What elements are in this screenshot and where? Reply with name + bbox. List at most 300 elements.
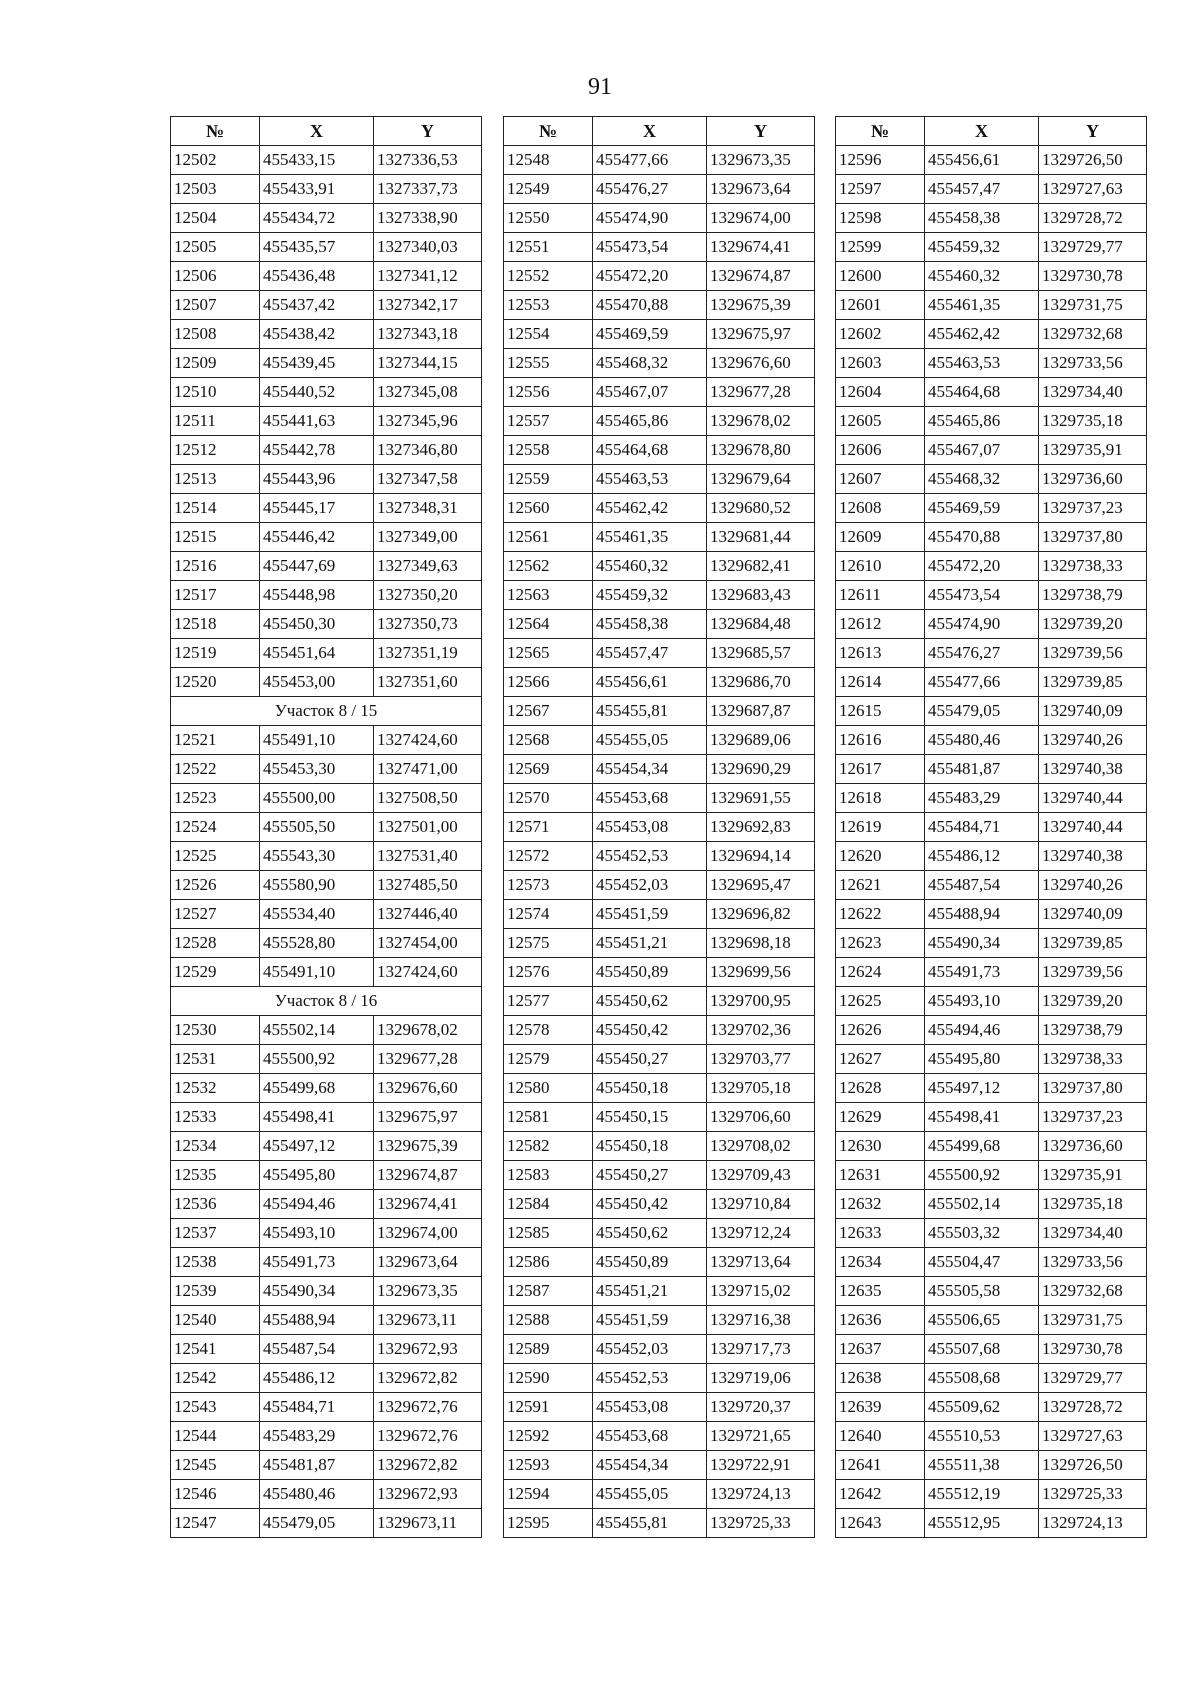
y-coordinate-cell: 1329709,43 [707, 1161, 815, 1190]
x-coordinate-cell: 455506,65 [925, 1306, 1039, 1335]
y-coordinate-cell: 1329683,43 [707, 581, 815, 610]
coordinate-table-2 [503, 116, 815, 1538]
point-number-cell: 12533 [171, 1103, 260, 1132]
table-row [504, 784, 815, 813]
x-coordinate-cell: 455462,42 [593, 494, 707, 523]
table-row [504, 842, 815, 871]
table-row [836, 987, 1147, 1016]
point-number-cell: 12562 [504, 552, 593, 581]
y-coordinate-cell: 1327531,40 [374, 842, 482, 871]
point-number-cell: 12507 [171, 291, 260, 320]
y-coordinate-cell: 1329678,02 [374, 1016, 482, 1045]
table-row [836, 436, 1147, 465]
y-coordinate-cell: 1327349,00 [374, 523, 482, 552]
y-coordinate-cell: 1329681,44 [707, 523, 815, 552]
y-coordinate-cell: 1329736,60 [1039, 465, 1147, 494]
x-coordinate-cell: 455500,92 [925, 1161, 1039, 1190]
point-number-cell: 12502 [171, 146, 260, 175]
table-row [171, 668, 482, 697]
table-row [504, 1364, 815, 1393]
x-coordinate-cell: 455439,45 [260, 349, 374, 378]
x-coordinate-cell: 455467,07 [925, 436, 1039, 465]
point-number-cell: 12515 [171, 523, 260, 552]
point-number-cell: 12557 [504, 407, 593, 436]
y-coordinate-cell: 1329677,28 [707, 378, 815, 407]
point-number-cell: 12613 [836, 639, 925, 668]
table-row [504, 1509, 815, 1538]
x-coordinate-cell: 455455,05 [593, 1480, 707, 1509]
table-row [836, 1248, 1147, 1277]
point-number-cell: 12526 [171, 871, 260, 900]
point-number-cell: 12524 [171, 813, 260, 842]
point-number-cell: 12643 [836, 1509, 925, 1538]
x-coordinate-cell: 455460,32 [925, 262, 1039, 291]
table-row [504, 407, 815, 436]
y-coordinate-cell: 1329728,72 [1039, 204, 1147, 233]
table-row [836, 1074, 1147, 1103]
x-coordinate-cell: 455484,71 [925, 813, 1039, 842]
point-number-cell: 12599 [836, 233, 925, 262]
table-row [171, 262, 482, 291]
point-number-cell: 12626 [836, 1016, 925, 1045]
x-coordinate-cell: 455463,53 [925, 349, 1039, 378]
x-coordinate-cell: 455455,05 [593, 726, 707, 755]
x-coordinate-cell: 455488,94 [260, 1306, 374, 1335]
point-number-cell: 12636 [836, 1306, 925, 1335]
table-row [504, 1132, 815, 1161]
x-coordinate-cell: 455479,05 [260, 1509, 374, 1538]
header-x: X [593, 117, 707, 146]
point-number-cell: 12584 [504, 1190, 593, 1219]
y-coordinate-cell: 1329725,33 [1039, 1480, 1147, 1509]
point-number-cell: 12622 [836, 900, 925, 929]
y-coordinate-cell: 1329675,97 [707, 320, 815, 349]
section-title: Участок 8 / 15 [171, 697, 482, 726]
table-row [504, 233, 815, 262]
point-number-cell: 12537 [171, 1219, 260, 1248]
x-coordinate-cell: 455453,68 [593, 784, 707, 813]
x-coordinate-cell: 455512,95 [925, 1509, 1039, 1538]
header-number: № [836, 117, 925, 146]
point-number-cell: 12560 [504, 494, 593, 523]
y-coordinate-cell: 1329731,75 [1039, 1306, 1147, 1335]
table-row [171, 639, 482, 668]
table-row [836, 958, 1147, 987]
point-number-cell: 12545 [171, 1451, 260, 1480]
y-coordinate-cell: 1327345,96 [374, 407, 482, 436]
point-number-cell: 12566 [504, 668, 593, 697]
section-row [171, 697, 482, 726]
point-number-cell: 12575 [504, 929, 593, 958]
x-coordinate-cell: 455508,68 [925, 1364, 1039, 1393]
y-coordinate-cell: 1329739,85 [1039, 668, 1147, 697]
point-number-cell: 12624 [836, 958, 925, 987]
table-row [836, 349, 1147, 378]
table-row [171, 1422, 482, 1451]
x-coordinate-cell: 455488,94 [925, 900, 1039, 929]
x-coordinate-cell: 455450,18 [593, 1074, 707, 1103]
x-coordinate-cell: 455493,10 [925, 987, 1039, 1016]
point-number-cell: 12532 [171, 1074, 260, 1103]
y-coordinate-cell: 1329673,35 [374, 1277, 482, 1306]
x-coordinate-cell: 455460,32 [593, 552, 707, 581]
table-row [171, 465, 482, 494]
table-row [171, 958, 482, 987]
x-coordinate-cell: 455495,80 [260, 1161, 374, 1190]
x-coordinate-cell: 455474,90 [925, 610, 1039, 639]
point-number-cell: 12600 [836, 262, 925, 291]
table-row [171, 813, 482, 842]
table-row [836, 1451, 1147, 1480]
point-number-cell: 12630 [836, 1132, 925, 1161]
x-coordinate-cell: 455456,61 [925, 146, 1039, 175]
x-coordinate-cell: 455453,08 [593, 813, 707, 842]
point-number-cell: 12620 [836, 842, 925, 871]
x-coordinate-cell: 455487,54 [925, 871, 1039, 900]
table-row [504, 494, 815, 523]
x-coordinate-cell: 455465,86 [593, 407, 707, 436]
x-coordinate-cell: 455453,00 [260, 668, 374, 697]
y-coordinate-cell: 1329673,11 [374, 1509, 482, 1538]
x-coordinate-cell: 455477,66 [593, 146, 707, 175]
header-x: X [260, 117, 374, 146]
point-number-cell: 12531 [171, 1045, 260, 1074]
x-coordinate-cell: 455450,42 [593, 1190, 707, 1219]
x-coordinate-cell: 455504,47 [925, 1248, 1039, 1277]
point-number-cell: 12577 [504, 987, 593, 1016]
point-number-cell: 12538 [171, 1248, 260, 1277]
y-coordinate-cell: 1329730,78 [1039, 262, 1147, 291]
table-row [504, 175, 815, 204]
table-row [171, 204, 482, 233]
x-coordinate-cell: 455453,68 [593, 1422, 707, 1451]
x-coordinate-cell: 455437,42 [260, 291, 374, 320]
table-row [836, 639, 1147, 668]
x-coordinate-cell: 455450,27 [593, 1161, 707, 1190]
x-coordinate-cell: 455490,34 [260, 1277, 374, 1306]
point-number-cell: 12605 [836, 407, 925, 436]
point-number-cell: 12529 [171, 958, 260, 987]
x-coordinate-cell: 455442,78 [260, 436, 374, 465]
point-number-cell: 12615 [836, 697, 925, 726]
y-coordinate-cell: 1327336,53 [374, 146, 482, 175]
table-row [504, 262, 815, 291]
point-number-cell: 12628 [836, 1074, 925, 1103]
point-number-cell: 12627 [836, 1045, 925, 1074]
x-coordinate-cell: 455459,32 [593, 581, 707, 610]
y-coordinate-cell: 1329721,65 [707, 1422, 815, 1451]
y-coordinate-cell: 1329727,63 [1039, 175, 1147, 204]
x-coordinate-cell: 455476,27 [593, 175, 707, 204]
x-coordinate-cell: 455511,38 [925, 1451, 1039, 1480]
point-number-cell: 12565 [504, 639, 593, 668]
point-number-cell: 12511 [171, 407, 260, 436]
table-row [171, 900, 482, 929]
point-number-cell: 12517 [171, 581, 260, 610]
table-row [836, 407, 1147, 436]
y-coordinate-cell: 1329674,41 [707, 233, 815, 262]
x-coordinate-cell: 455451,21 [593, 1277, 707, 1306]
table-row [504, 1074, 815, 1103]
x-coordinate-cell: 455510,53 [925, 1422, 1039, 1451]
y-coordinate-cell: 1327342,17 [374, 291, 482, 320]
y-coordinate-cell: 1329690,29 [707, 755, 815, 784]
x-coordinate-cell: 455486,12 [925, 842, 1039, 871]
y-coordinate-cell: 1329733,56 [1039, 349, 1147, 378]
y-coordinate-cell: 1329740,26 [1039, 726, 1147, 755]
x-coordinate-cell: 455450,62 [593, 1219, 707, 1248]
point-number-cell: 12571 [504, 813, 593, 842]
point-number-cell: 12579 [504, 1045, 593, 1074]
point-number-cell: 12550 [504, 204, 593, 233]
point-number-cell: 12641 [836, 1451, 925, 1480]
table-row [504, 610, 815, 639]
table-row [836, 1045, 1147, 1074]
x-coordinate-cell: 455543,30 [260, 842, 374, 871]
y-coordinate-cell: 1329696,82 [707, 900, 815, 929]
y-coordinate-cell: 1329740,44 [1039, 813, 1147, 842]
x-coordinate-cell: 455455,81 [593, 697, 707, 726]
x-coordinate-cell: 455457,47 [593, 639, 707, 668]
point-number-cell: 12542 [171, 1364, 260, 1393]
x-coordinate-cell: 455435,57 [260, 233, 374, 262]
table-row [836, 1161, 1147, 1190]
table-row [836, 291, 1147, 320]
x-coordinate-cell: 455452,03 [593, 1335, 707, 1364]
table-row [836, 668, 1147, 697]
point-number-cell: 12556 [504, 378, 593, 407]
point-number-cell: 12588 [504, 1306, 593, 1335]
x-coordinate-cell: 455469,59 [593, 320, 707, 349]
x-coordinate-cell: 455451,64 [260, 639, 374, 668]
point-number-cell: 12640 [836, 1422, 925, 1451]
table-row [171, 929, 482, 958]
y-coordinate-cell: 1329740,09 [1039, 900, 1147, 929]
y-coordinate-cell: 1329713,64 [707, 1248, 815, 1277]
table-row [504, 1277, 815, 1306]
point-number-cell: 12595 [504, 1509, 593, 1538]
x-coordinate-cell: 455461,35 [925, 291, 1039, 320]
table-row [836, 726, 1147, 755]
y-coordinate-cell: 1327340,03 [374, 233, 482, 262]
table-row [171, 726, 482, 755]
x-coordinate-cell: 455507,68 [925, 1335, 1039, 1364]
point-number-cell: 12547 [171, 1509, 260, 1538]
point-number-cell: 12552 [504, 262, 593, 291]
table-row [836, 1016, 1147, 1045]
y-coordinate-cell: 1329737,80 [1039, 1074, 1147, 1103]
x-coordinate-cell: 455470,88 [593, 291, 707, 320]
y-coordinate-cell: 1329730,78 [1039, 1335, 1147, 1364]
x-coordinate-cell: 455461,35 [593, 523, 707, 552]
x-coordinate-cell: 455451,59 [593, 900, 707, 929]
y-coordinate-cell: 1329716,38 [707, 1306, 815, 1335]
y-coordinate-cell: 1327349,63 [374, 552, 482, 581]
y-coordinate-cell: 1329675,39 [374, 1132, 482, 1161]
x-coordinate-cell: 455473,54 [593, 233, 707, 262]
y-coordinate-cell: 1329737,23 [1039, 494, 1147, 523]
y-coordinate-cell: 1327446,40 [374, 900, 482, 929]
y-coordinate-cell: 1329687,87 [707, 697, 815, 726]
y-coordinate-cell: 1329731,75 [1039, 291, 1147, 320]
table-row [836, 1306, 1147, 1335]
table-row [171, 610, 482, 639]
table-row [171, 1074, 482, 1103]
point-number-cell: 12555 [504, 349, 593, 378]
x-coordinate-cell: 455470,88 [925, 523, 1039, 552]
table-row [504, 204, 815, 233]
y-coordinate-cell: 1329724,13 [1039, 1509, 1147, 1538]
table-row [504, 1393, 815, 1422]
table-row [504, 987, 815, 1016]
x-coordinate-cell: 455480,46 [925, 726, 1039, 755]
table-header-row [836, 117, 1147, 146]
x-coordinate-cell: 455436,48 [260, 262, 374, 291]
x-coordinate-cell: 455452,53 [593, 842, 707, 871]
x-coordinate-cell: 455450,30 [260, 610, 374, 639]
point-number-cell: 12528 [171, 929, 260, 958]
y-coordinate-cell: 1329740,44 [1039, 784, 1147, 813]
header-x: X [925, 117, 1039, 146]
table-row [171, 291, 482, 320]
y-coordinate-cell: 1329734,40 [1039, 378, 1147, 407]
point-number-cell: 12510 [171, 378, 260, 407]
point-number-cell: 12504 [171, 204, 260, 233]
y-coordinate-cell: 1329674,87 [707, 262, 815, 291]
y-coordinate-cell: 1329682,41 [707, 552, 815, 581]
table-row [836, 552, 1147, 581]
table-row [171, 1132, 482, 1161]
y-coordinate-cell: 1329706,60 [707, 1103, 815, 1132]
x-coordinate-cell: 455446,42 [260, 523, 374, 552]
point-number-cell: 12539 [171, 1277, 260, 1306]
y-coordinate-cell: 1327344,15 [374, 349, 482, 378]
x-coordinate-cell: 455451,21 [593, 929, 707, 958]
table-row [171, 755, 482, 784]
x-coordinate-cell: 455473,54 [925, 581, 1039, 610]
point-number-cell: 12512 [171, 436, 260, 465]
y-coordinate-cell: 1329734,40 [1039, 1219, 1147, 1248]
y-coordinate-cell: 1329735,18 [1039, 1190, 1147, 1219]
point-number-cell: 12505 [171, 233, 260, 262]
y-coordinate-cell: 1329689,06 [707, 726, 815, 755]
x-coordinate-cell: 455457,47 [925, 175, 1039, 204]
table-row [504, 639, 815, 668]
y-coordinate-cell: 1329676,60 [707, 349, 815, 378]
y-coordinate-cell: 1329679,64 [707, 465, 815, 494]
x-coordinate-cell: 455440,52 [260, 378, 374, 407]
y-coordinate-cell: 1329732,68 [1039, 1277, 1147, 1306]
table-row [504, 146, 815, 175]
table-row [504, 929, 815, 958]
table-row [171, 1306, 482, 1335]
x-coordinate-cell: 455438,42 [260, 320, 374, 349]
y-coordinate-cell: 1329732,68 [1039, 320, 1147, 349]
point-number-cell: 12617 [836, 755, 925, 784]
table-row [504, 1335, 815, 1364]
table-row [836, 494, 1147, 523]
x-coordinate-cell: 455467,07 [593, 378, 707, 407]
header-number: № [171, 117, 260, 146]
y-coordinate-cell: 1329708,02 [707, 1132, 815, 1161]
table-row [836, 842, 1147, 871]
y-coordinate-cell: 1329680,52 [707, 494, 815, 523]
y-coordinate-cell: 1329725,33 [707, 1509, 815, 1538]
x-coordinate-cell: 455450,15 [593, 1103, 707, 1132]
y-coordinate-cell: 1329678,80 [707, 436, 815, 465]
table-row [171, 784, 482, 813]
header-y: Y [374, 117, 482, 146]
table-row [836, 1509, 1147, 1538]
x-coordinate-cell: 455455,81 [593, 1509, 707, 1538]
y-coordinate-cell: 1329674,41 [374, 1190, 482, 1219]
y-coordinate-cell: 1329684,48 [707, 610, 815, 639]
y-coordinate-cell: 1329733,56 [1039, 1248, 1147, 1277]
x-coordinate-cell: 455479,05 [925, 697, 1039, 726]
y-coordinate-cell: 1327454,00 [374, 929, 482, 958]
y-coordinate-cell: 1329673,35 [707, 146, 815, 175]
point-number-cell: 12548 [504, 146, 593, 175]
point-number-cell: 12513 [171, 465, 260, 494]
y-coordinate-cell: 1329677,28 [374, 1045, 482, 1074]
point-number-cell: 12506 [171, 262, 260, 291]
x-coordinate-cell: 455469,59 [925, 494, 1039, 523]
point-number-cell: 12609 [836, 523, 925, 552]
x-coordinate-cell: 455512,19 [925, 1480, 1039, 1509]
point-number-cell: 12596 [836, 146, 925, 175]
point-number-cell: 12508 [171, 320, 260, 349]
table-row [836, 1277, 1147, 1306]
y-coordinate-cell: 1329712,24 [707, 1219, 815, 1248]
point-number-cell: 12633 [836, 1219, 925, 1248]
x-coordinate-cell: 455450,62 [593, 987, 707, 1016]
x-coordinate-cell: 455484,71 [260, 1393, 374, 1422]
table-row [504, 349, 815, 378]
table-row [836, 1132, 1147, 1161]
table-row [171, 1480, 482, 1509]
point-number-cell: 12606 [836, 436, 925, 465]
table-row [836, 146, 1147, 175]
x-coordinate-cell: 455447,69 [260, 552, 374, 581]
table-row [836, 755, 1147, 784]
table-row [171, 407, 482, 436]
point-number-cell: 12540 [171, 1306, 260, 1335]
y-coordinate-cell: 1329735,91 [1039, 436, 1147, 465]
table-row [171, 436, 482, 465]
y-coordinate-cell: 1329710,84 [707, 1190, 815, 1219]
point-number-cell: 12536 [171, 1190, 260, 1219]
y-coordinate-cell: 1329739,20 [1039, 610, 1147, 639]
x-coordinate-cell: 455476,27 [925, 639, 1039, 668]
point-number-cell: 12546 [171, 1480, 260, 1509]
y-coordinate-cell: 1327424,60 [374, 958, 482, 987]
table-row [836, 1190, 1147, 1219]
point-number-cell: 12580 [504, 1074, 593, 1103]
point-number-cell: 12616 [836, 726, 925, 755]
x-coordinate-cell: 455458,38 [593, 610, 707, 639]
y-coordinate-cell: 1329738,79 [1039, 581, 1147, 610]
x-coordinate-cell: 455464,68 [925, 378, 1039, 407]
coordinate-tables [170, 116, 1148, 1591]
point-number-cell: 12601 [836, 291, 925, 320]
y-coordinate-cell: 1329738,33 [1039, 552, 1147, 581]
y-coordinate-cell: 1329722,91 [707, 1451, 815, 1480]
table-row [171, 581, 482, 610]
table-row [836, 1422, 1147, 1451]
x-coordinate-cell: 455472,20 [593, 262, 707, 291]
x-coordinate-cell: 455463,53 [593, 465, 707, 494]
y-coordinate-cell: 1329735,18 [1039, 407, 1147, 436]
